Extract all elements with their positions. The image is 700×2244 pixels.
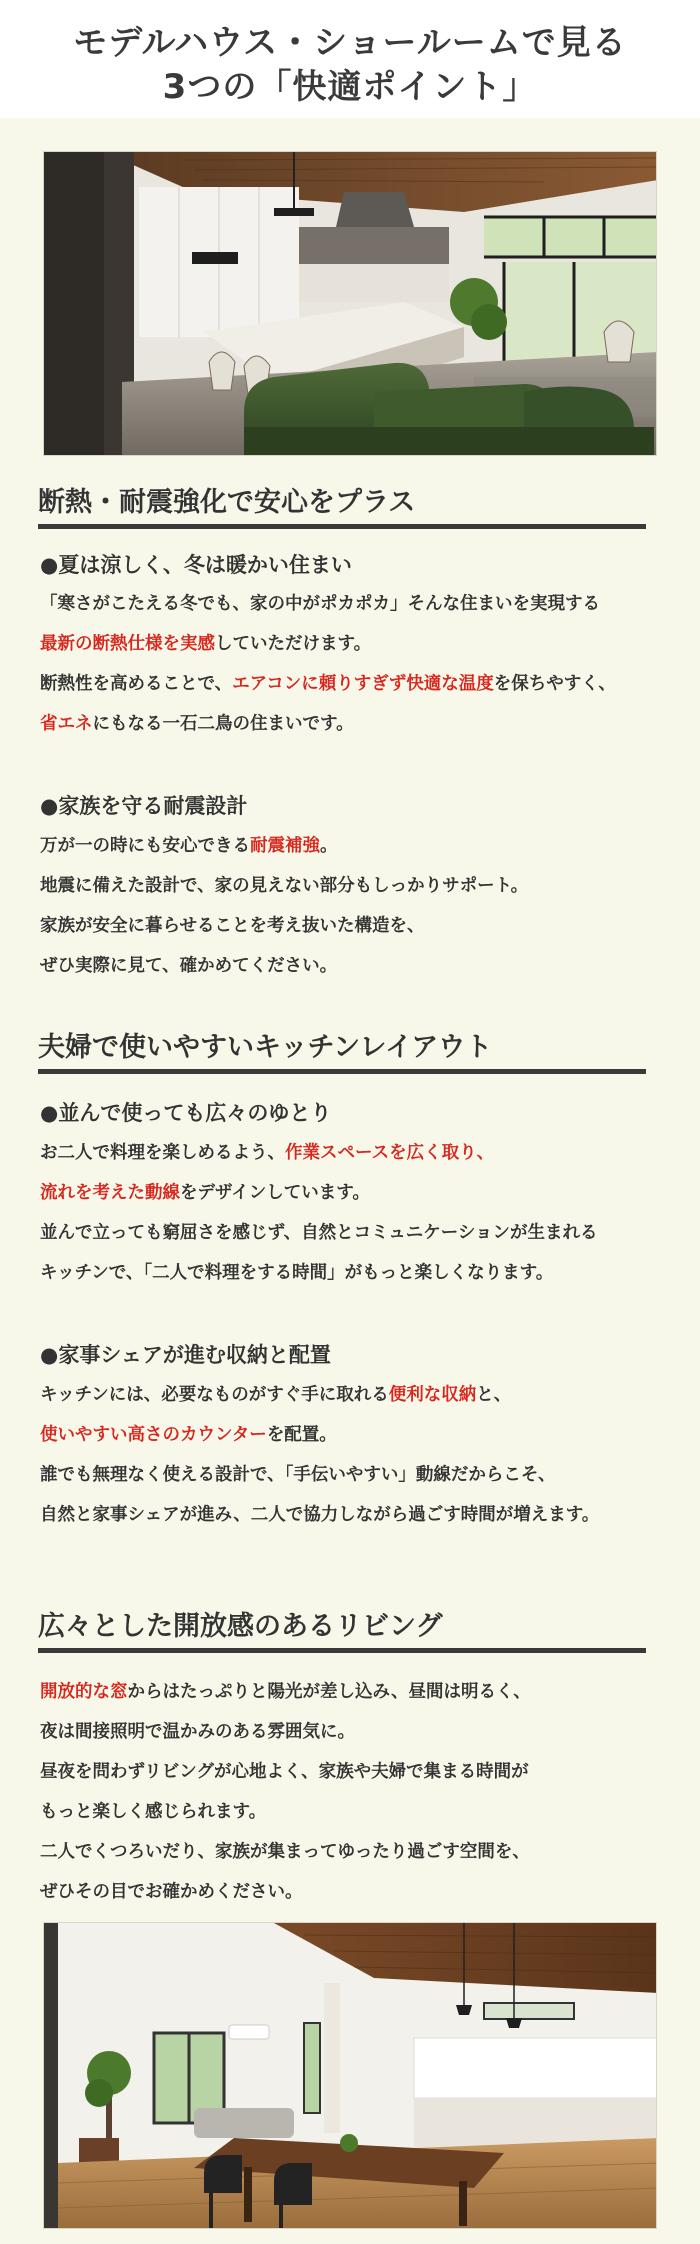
text-line (40, 1133, 670, 1173)
text-line (40, 1455, 670, 1495)
text-line (40, 1495, 670, 1535)
text-line (40, 624, 670, 664)
body-text: からはたっぷりと陽光が差し込み、昼間は明るく、 (127, 1682, 531, 1702)
section-divider (38, 1648, 646, 1653)
kitchen-dining-illustration (44, 152, 657, 456)
section-title-insulation: 断熱・耐震強化で安心をプラス (38, 487, 416, 518)
text-line (40, 664, 670, 704)
paragraph-earthquake (40, 826, 670, 986)
body-text: 家族が安全に暮らせることを考え抜いた構造を、 (40, 916, 425, 936)
text-line (40, 866, 670, 906)
text-line (40, 1672, 670, 1712)
text-line (40, 1253, 670, 1293)
body-text: お二人で料理を楽しめるよう、 (40, 1143, 285, 1163)
section-divider (38, 524, 646, 529)
text-line (40, 584, 670, 624)
body-text: にもなる一石二鳥の住まいです。 (92, 714, 354, 734)
body-text: 二人でくつろいだり、家族が集まってゆったり過ごす空間を、 (40, 1842, 530, 1862)
paragraph-kitchen-space (40, 1133, 670, 1293)
text-line (40, 1792, 670, 1832)
subheading-comfort: ●夏は涼しく、冬は暖かい住まい (40, 553, 352, 577)
body-text: キッチンには、必要なものがすぐ手に取れる (40, 1385, 389, 1405)
highlight-text: エアコンに頼りすぎず快適な温度 (232, 674, 494, 694)
paragraph-insulation (40, 584, 670, 744)
highlight-text: 開放的な窓 (40, 1682, 128, 1702)
text-line (40, 1752, 670, 1792)
highlight-text: 作業スペースを広く取り、 (285, 1143, 495, 1163)
text-line (40, 1832, 670, 1872)
highlight-text: 便利な収納 (388, 1385, 477, 1405)
body-text: ぜひその目でお確かめください。 (40, 1882, 303, 1902)
kitchen-dining-photo (43, 151, 657, 456)
paragraph-living (40, 1672, 670, 1912)
body-text: 誰でも無理なく使える設計で、「手伝いやすい」動線だからこそ、 (40, 1465, 556, 1485)
text-line (40, 1375, 670, 1415)
text-line (40, 1173, 670, 1213)
body-text: ぜひ実際に見て、確かめてください。 (40, 956, 338, 976)
body-text: 断熱性を高めることで、 (40, 674, 233, 694)
text-line (40, 826, 670, 866)
page-title-line-2: 3つの「快適ポイント」 (162, 67, 538, 107)
body-text: 並んで立っても窮屈さを感じず、自然とコミュニケーションが生まれる (40, 1223, 598, 1243)
highlight-text: 最新の断熱仕様を実感 (40, 634, 215, 654)
living-dining-illustration (44, 1923, 657, 2229)
body-text: もっと楽しく感じられます。 (40, 1802, 267, 1822)
body-text: 自然と家事シェアが進み、二人で協力しながら過ごす時間が増えます。 (40, 1505, 600, 1525)
body-text: 昼夜を問わずリビングが心地よく、家族や夫婦で集まる時間が (40, 1762, 529, 1782)
section-title-kitchen: 夫婦で使いやすいキッチンレイアウト (38, 1032, 493, 1063)
text-line (40, 704, 670, 744)
body-text: 万が一の時にも安心できる (40, 836, 250, 856)
living-dining-photo (43, 1922, 657, 2229)
highlight-text: 省エネ (40, 714, 93, 734)
body-text: を配置。 (266, 1425, 337, 1445)
body-text: していただけます。 (215, 634, 372, 654)
subheading-earthquake: ●家族を守る耐震設計 (40, 794, 248, 818)
paragraph-storage (40, 1375, 670, 1535)
text-line (40, 1712, 670, 1752)
text-line (40, 1872, 670, 1912)
body-text: を保ちやすく、 (493, 674, 616, 694)
highlight-text: 耐震補強 (250, 836, 320, 856)
body-text: 夜は間接照明で温かみのある雰囲気に。 (40, 1722, 355, 1742)
body-text: と、 (476, 1385, 512, 1405)
highlight-text: 流れを考えた動線 (40, 1183, 180, 1203)
section-title-living: 広々とした開放感のあるリビング (38, 1611, 443, 1642)
body-text: をデザインしています。 (180, 1183, 370, 1203)
highlight-text: 使いやすい高さのカウンター (40, 1425, 267, 1445)
text-line (40, 946, 670, 986)
page-header (0, 0, 700, 118)
text-line (40, 1213, 670, 1253)
body-text: 。 (320, 836, 338, 856)
body-text: キッチンで、「二人で料理をする時間」がもっと楽しくなります。 (40, 1263, 554, 1283)
page-title-line-1: モデルハウス・ショールームで見る (73, 23, 627, 63)
text-line (40, 1415, 670, 1455)
text-line (40, 906, 670, 946)
section-divider (38, 1069, 646, 1074)
subheading-space: ●並んで使っても広々のゆとり (40, 1101, 332, 1125)
body-text: 地震に備えた設計で、家の見えない部分もしっかりサポート。 (40, 876, 529, 896)
body-text: 「寒さがこたえる冬でも、家の中がポカポカ」そんな住まいを実現する (40, 594, 600, 614)
subheading-storage: ●家事シェアが進む収納と配置 (40, 1343, 331, 1367)
